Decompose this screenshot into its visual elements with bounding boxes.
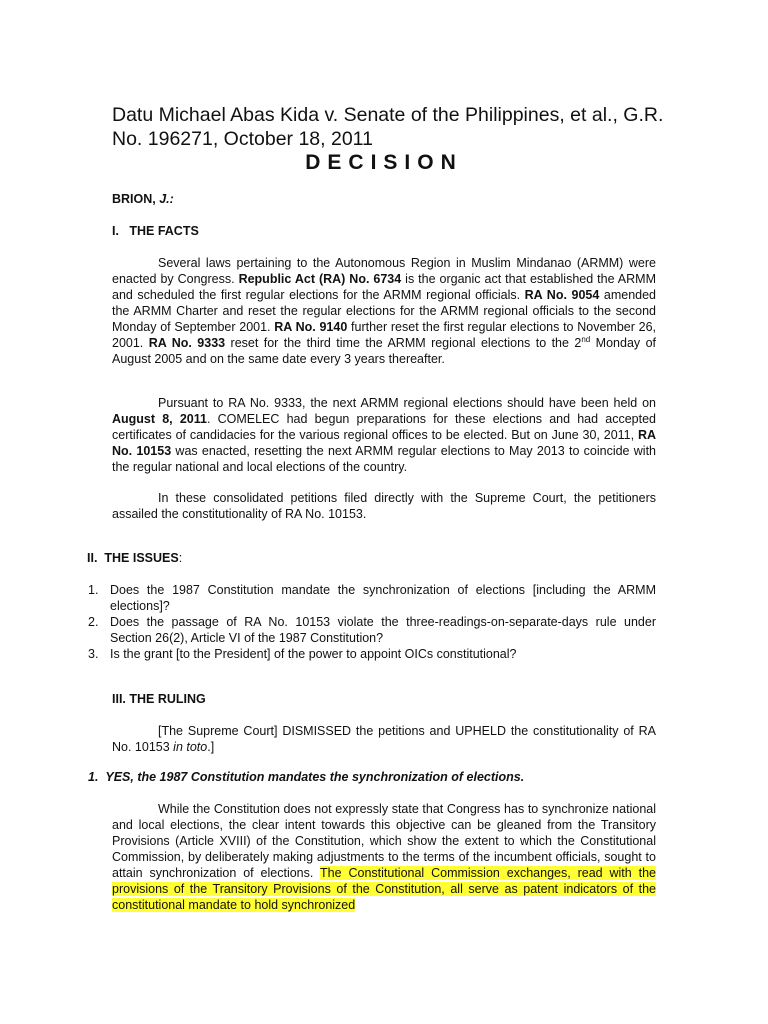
facts-paragraph-2: Pursuant to RA No. 9333, the next ARMM regional elections should have been held on August 8, 2011. COMELEC had begun preparations for these elections and had accepted certificates of candidacies for the various regional offices to be elected. But on June 30, 2011, RA No. 10153 was enacted, resetting the next ARMM regular elections to May 2013 to coincide with the regular national and local elections of the country. xyxy=(112,396,656,474)
case-title: Datu Michael Abas Kida v. Senate of the Philippines, et al., G.R. No. 196271, October 18, 2011 xyxy=(112,104,664,150)
list-item: 2. Does the passage of RA No. 10153 violate the three-readings-on-separate-days rule under Section 26(2), Article VI of the 1987 Constitution? xyxy=(88,615,656,645)
highlighted-text: The Constitutional Commission exchanges, read with the provisions of the Transitory Provisions of the Constitution, all serve as patent indicators of the constitutional mandate to hold synchronized xyxy=(112,866,656,912)
ruling-paragraph-2: While the Constitution does not expressly state that Congress has to synchronize national and local elections, the clear intent towards this objective can be gleaned from the Transitory Provisions (Article XVIII) of the Constitution, which show the extent to which the Constitutional Commission, by deliberately making adjustments to the terms of the incumbent officials, sought to attain synchronization of elections. The Constitutional Commission exchanges, read with the provisions of the Transitory Provisions of the Constitution, all serve as patent indicators of the constitutional mandate to hold synchronized xyxy=(112,802,656,912)
facts-paragraph-3: In these consolidated petitions filed directly with the Supreme Court, the petitioners assailed the constitutionality of RA No. 10153. xyxy=(112,491,656,521)
ruling-paragraph-1: [The Supreme Court] DISMISSED the petitions and UPHELD the constitutionality of RA No. 10153 in toto.] xyxy=(112,724,656,754)
ruling-subheading-1: 1. YES, the 1987 Constitution mandates the synchronization of elections. xyxy=(88,770,525,784)
issues-list xyxy=(88,582,656,662)
author-suffix: J.: xyxy=(159,192,174,206)
facts-paragraph-1: Several laws pertaining to the Autonomous Region in Muslim Mindanao (ARMM) were enacted by Congress. Republic Act (RA) No. 6734 is the organic act that established the ARMM and scheduled the first regular elections for the ARMM regional officials. RA No. 9054 amended the ARMM Charter and reset the regular elections for the ARMM regional officials to the second Monday of September 2001. RA No. 9140 further reset the first regular elections to November 26, 2001. RA No. 9333 reset for the third time the ARMM regional elections to the 2nd Monday of August 2005 and on the same date every 3 years thereafter. xyxy=(112,256,657,366)
issues-heading: II. THE ISSUES: xyxy=(87,551,183,565)
author-name: BRION, xyxy=(112,192,160,206)
author-line xyxy=(112,192,174,206)
list-item: 3. Is the grant [to the President] of the power to appoint OICs constitutional? xyxy=(88,647,517,661)
facts-heading: I. THE FACTS xyxy=(112,224,199,238)
list-item: 1. Does the 1987 Constitution mandate the synchronization of elections [including the ARMM elections]? xyxy=(88,583,656,613)
ruling-heading: III. THE RULING xyxy=(112,692,206,706)
decision-heading: DECISION xyxy=(305,151,463,174)
